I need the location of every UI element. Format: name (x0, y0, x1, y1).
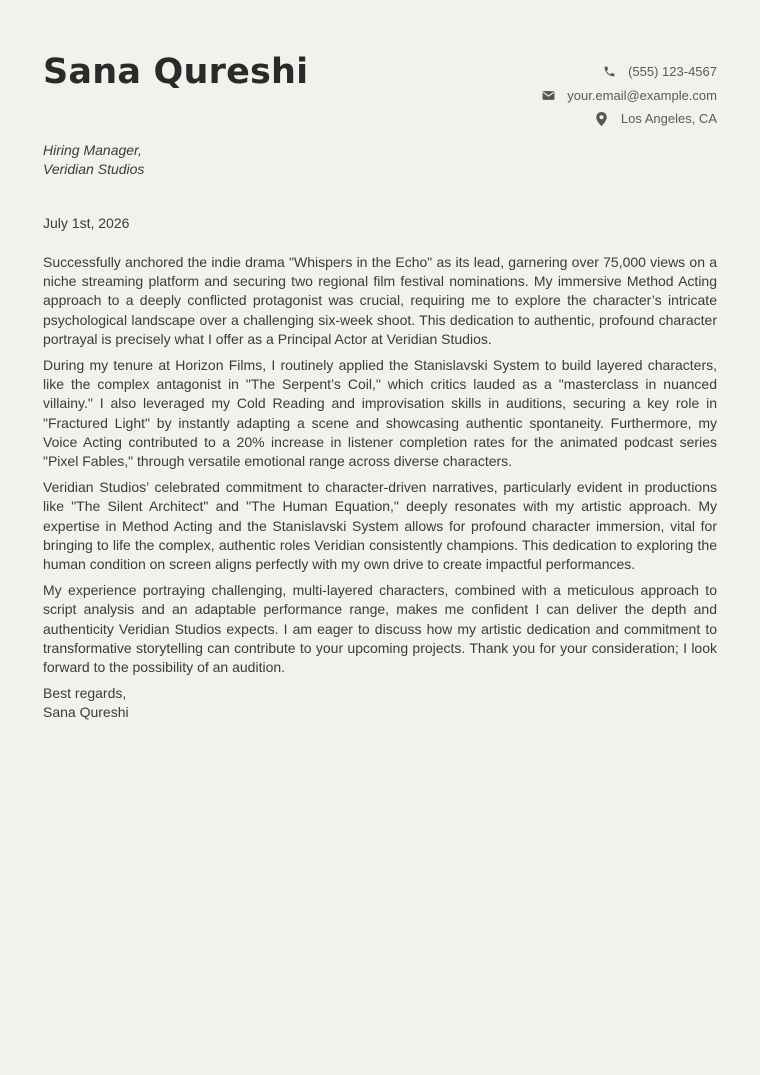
paragraph: Successfully anchored the indie drama "Whispers in the Echo" as its lead, garnering over 75,000 views on a niche streaming platform and securing two regional film festival nominations. My immersive Method Acting approach to a deeply conflicted protagonist was crucial, requiring me to explore the character’s intricate psychological landscape over a challenging six-week shoot. This dedication to authentic, profound character portrayal is precisely what I offer as a Principal Actor at Veridian Studios. (43, 254, 717, 347)
paragraph: Veridian Studios’ celebrated commitment to character-driven narratives, particularly evident in productions like "The Silent Architect" and "The Human Equation," deeply resonates with my artistic approach. My expertise in Method Acting and the Stanislavski System allows for profound character immersion, vital for bringing to life the complex, authentic roles Veridian consistently champions. This dedication to exploring the human condition on screen aligns perfectly with my own drive to create impactful performances. (43, 479, 717, 573)
email-text[interactable]: your.email@example.com (567, 87, 717, 103)
letter-body (43, 253, 717, 722)
contact-email (541, 84, 717, 108)
map-pin-icon (595, 112, 609, 126)
applicant-name: Sana Qureshi (43, 52, 309, 92)
paragraph: My experience portraying challenging, multi-layered characters, combined with a meticulous approach to script analysis and an adaptable performance range, makes me confident I can deliver the depth and authenticity Veridian Studios expects. I am eager to discuss how my artistic dedication and commitment to transformative storytelling can contribute to your upcoming projects. Thank you for your consideration; I look forward to the possibility of an audition. (43, 582, 717, 676)
closing-salutation: Best regards, (43, 685, 127, 702)
phone-icon (602, 65, 616, 79)
phone-text[interactable]: (555) 123-4567 (628, 64, 717, 80)
recipient-title: Hiring Manager, (43, 142, 142, 158)
contact-phone (541, 60, 717, 84)
envelope-icon (541, 88, 555, 102)
recipient-company: Veridian Studios (43, 161, 145, 177)
letter-date: July 1st, 2026 (43, 215, 130, 231)
recipient-block (43, 141, 144, 179)
location-text: Los Angeles, CA (620, 111, 717, 127)
closing-block (43, 684, 717, 722)
paragraph: During my tenure at Horizon Films, I routinely applied the Stanislavski System to build layered characters, like the complex antagonist in "The Serpent’s Coil," which critics lauded as a "masterclass in nuanced villainy." I also leveraged my Cold Reading and improvisation skills in auditions, securing a key role in "Fractured Light" by instantly adapting a scene and showcasing authentic spontaneity. Furthermore, my Voice Acting contributed to a 20% increase in listener completion rates for the animated podcast series "Pixel Fables," through versatile emotional range across diverse characters. (43, 357, 717, 470)
contact-block (541, 60, 717, 131)
contact-location (541, 107, 717, 131)
closing-signature: Sana Qureshi (43, 704, 129, 721)
